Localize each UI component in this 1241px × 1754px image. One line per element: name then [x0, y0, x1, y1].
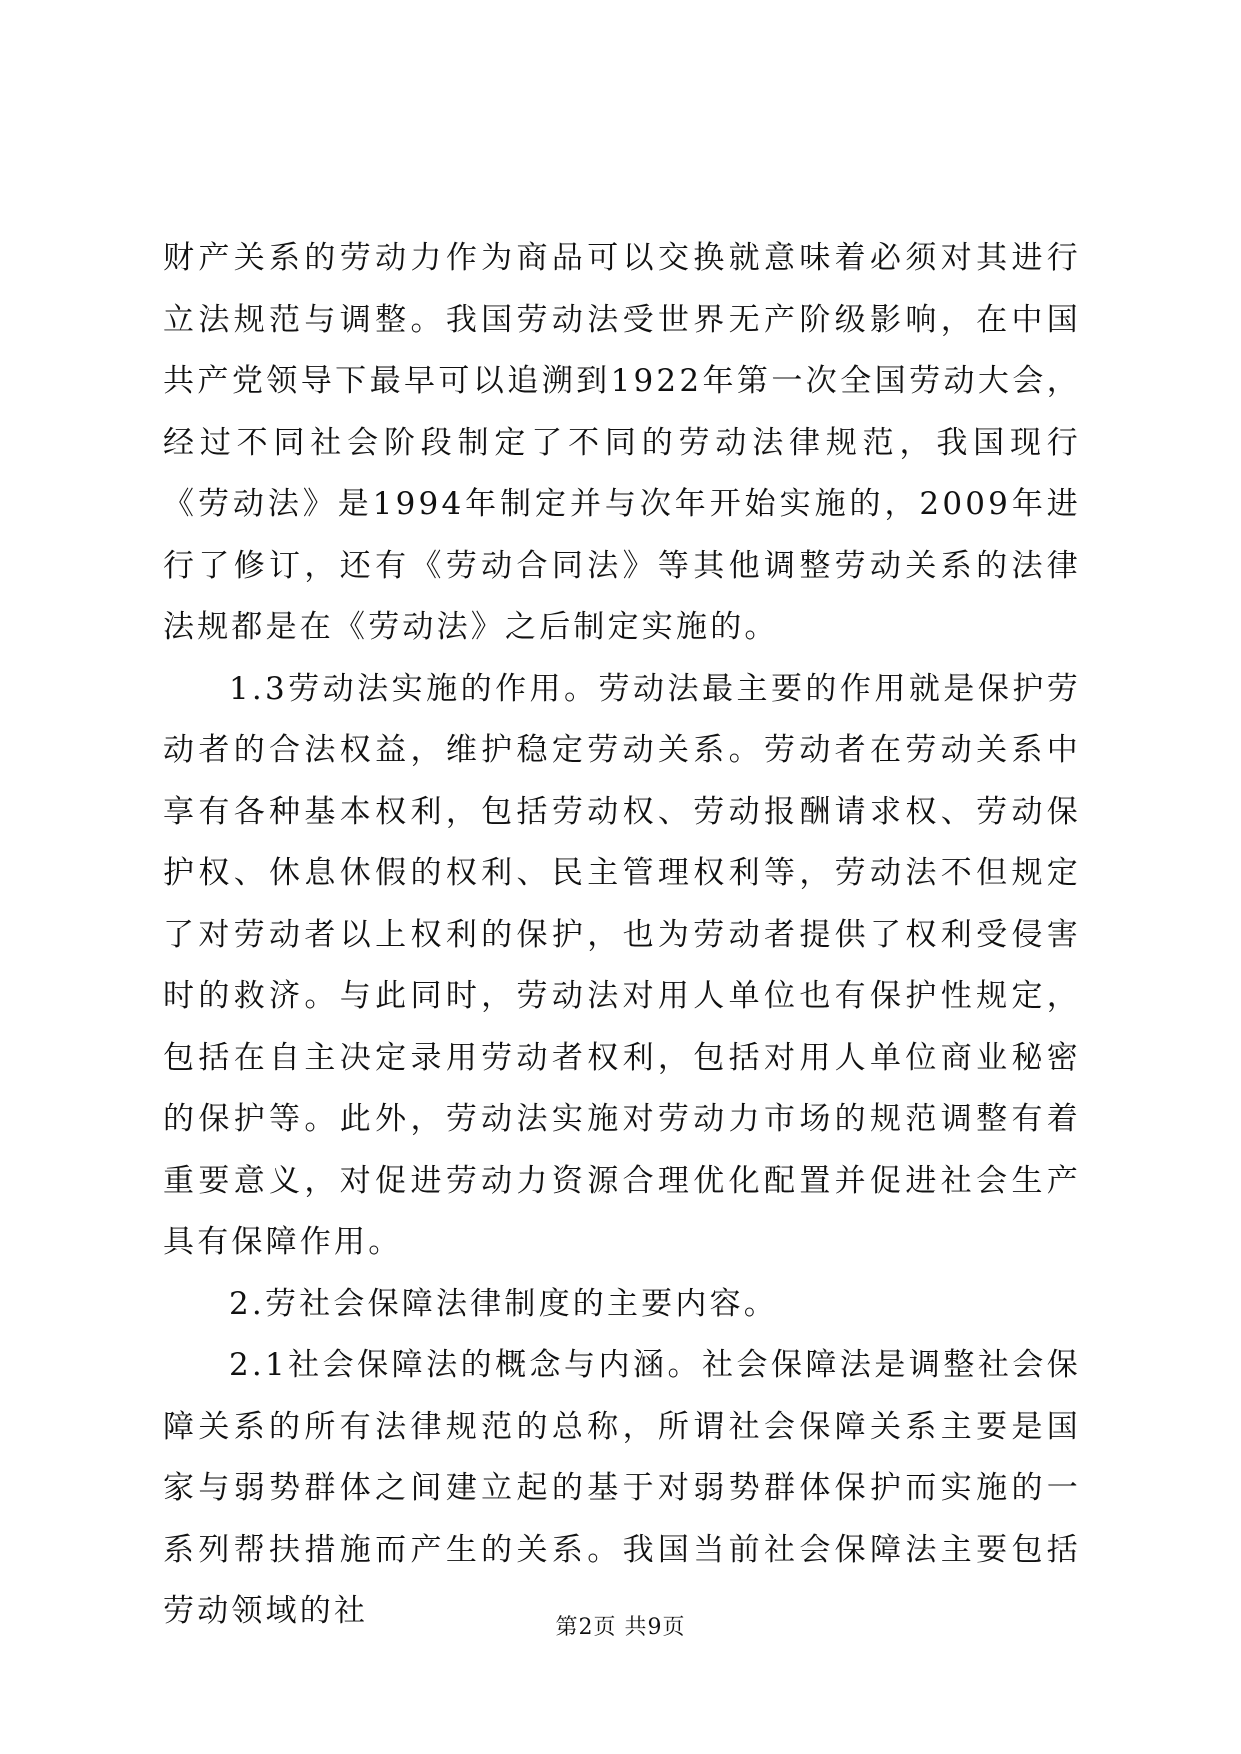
paragraph-continuation: 财产关系的劳动力作为商品可以交换就意味着必须对其进行立法规范与调整。我国劳动法受世界无产阶级影响，在中国共产党领导下最早可以追溯到1922年第一次全国劳动大会，经过不同社会阶段制定了不同的劳动法律规范，我国现行《劳动法》是1994年制定并与次年开始实施的，2009年进行了修订，还有《劳动合同法》等其他调整劳动关系的法律法规都是在《劳动法》之后制定实施的。: [163, 240, 1081, 645]
paragraph-section-2-1: 2.1社会保障法的概念与内涵。社会保障法是调整社会保障关系的所有法律规范的总称，所谓社会保障关系主要是国家与弱势群体之间建立起的基于对弱势群体保护而实施的一系列帮扶措施而产生的关系。我国当前社会保障法主要包括劳动领域的社: [163, 1347, 1081, 1629]
page-footer: 第2页 共9页: [555, 1615, 686, 1640]
paragraph-section-1-3: 1.3劳动法实施的作用。劳动法最主要的作用就是保护劳动者的合法权益，维护稳定劳动关系。劳动者在劳动关系中享有各种基本权利，包括劳动权、劳动报酬请求权、劳动保护权、休息休假的权利、民主管理权利等，劳动法不但规定了对劳动者以上权利的保护，也为劳动者提供了权利受侵害时的救济。与此同时，劳动法对用人单位也有保护性规定，包括在自主决定录用劳动者权利，包括对用人单位商业秘密的保护等。此外，劳动法实施对劳动力市场的规范调整有着重要意义，对促进劳动力资源合理优化配置并促进社会生产具有保障作用。: [163, 670, 1081, 1260]
heading-section-2: 2.劳社会保障法律制度的主要内容。: [229, 1285, 778, 1322]
document-body: [163, 228, 1081, 1643]
